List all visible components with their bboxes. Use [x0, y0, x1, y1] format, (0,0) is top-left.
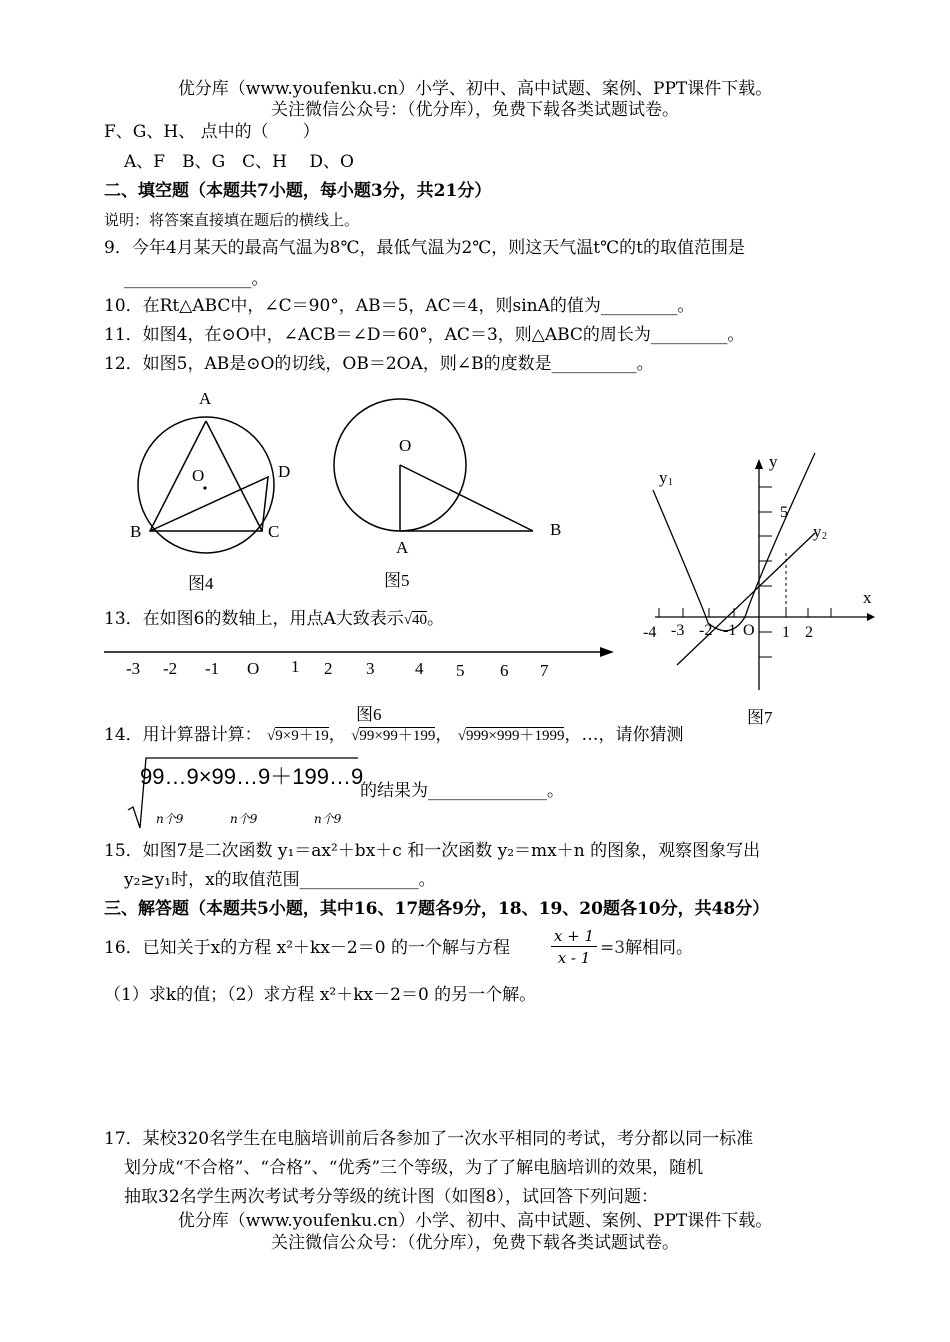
section2-title: 二、填空题（本题共7小题，每小题3分，共21分） — [104, 181, 492, 201]
q13-text: 13．在如图6的数轴上，用点A大致表示 — [104, 609, 404, 629]
q14-big-radical — [124, 752, 584, 832]
fig7-xtick: -4 — [643, 624, 657, 641]
q16-eq — [600, 937, 693, 959]
fig6-tick: 2 — [324, 659, 333, 678]
q14-radicand-3: 999×999＋1999 — [466, 728, 565, 744]
q14-radicand-2: 99×99＋199 — [359, 728, 436, 744]
fig7-label-y1: y — [659, 468, 668, 487]
footer-line-2: 关注微信公众号：（优分库），免费下载各类试题试卷。 — [271, 1233, 679, 1253]
fig5-label-b: B — [550, 520, 562, 539]
q14-result: 的结果为______________。 — [360, 781, 564, 801]
q10: 10．在Rt△ABC中，∠C＝90°，AB＝5，AC＝4，则sinA的值为_________。 — [104, 296, 695, 316]
fig7-caption: 图7 — [747, 708, 773, 727]
q15-line2: y₂≥y₁时，x的取值范围______________。 — [124, 870, 436, 890]
fig7-xtick: 2 — [805, 624, 813, 641]
fig6-tick: -1 — [205, 659, 220, 678]
q17-line3: 抽取32名学生两次考试考分等级的统计图（如图8），试回答下列问题： — [124, 1187, 658, 1207]
q13-end: 。 — [426, 609, 444, 629]
q16-numerator: x + 1 — [551, 926, 597, 947]
figure-5 — [325, 385, 575, 600]
sqrt-symbol: √ — [403, 612, 412, 628]
q16-post: 解相同。 — [625, 938, 694, 958]
q16-subparts: （1）求k的值；（2）求方程 x²＋kx－2＝0 的另一个解。 — [104, 985, 537, 1005]
fig7-label-five: 5 — [780, 504, 788, 521]
sqrt-symbol: √ — [351, 728, 360, 744]
fig6-tick: 3 — [366, 659, 375, 678]
fig6-tick: -2 — [163, 659, 178, 678]
fig6-tick: 5 — [456, 661, 465, 680]
figure-6 — [100, 638, 620, 728]
q14-n2: n个9 — [230, 812, 258, 826]
fig7-label-x: x — [863, 588, 872, 607]
fig4-label-d: D — [278, 462, 291, 481]
fig6-tick: 1 — [291, 657, 300, 676]
fig6-tick: 6 — [500, 661, 509, 680]
q12: 12．如图5，AB是⊙O的切线，OB＝2OA，则∠B的度数是__________。 — [104, 354, 654, 374]
fig5-caption: 图5 — [384, 571, 410, 590]
q14-n1: n个9 — [156, 812, 184, 826]
fig6-tick: -3 — [126, 659, 141, 678]
sqrt-symbol: √ — [267, 728, 276, 744]
fig6-caption: 图6 — [356, 705, 382, 724]
section2-note: 说明：将答案直接填在题后的横线上。 — [104, 211, 360, 229]
sqrt-symbol: √ — [457, 728, 466, 744]
q17-line2: 划分成“不合格”、“合格”、“优秀”三个等级，为了了解电脑培训的效果，随机 — [124, 1158, 704, 1178]
fig7-xtick: O — [743, 622, 755, 639]
q11: 11．如图4，在⊙O中，∠ACB＝∠D＝60°，AC＝3，则△ABC的周长为_________。 — [104, 325, 745, 345]
fig7-xtick: -3 — [671, 622, 685, 639]
fig7-label-y1-sub: 1 — [668, 477, 673, 488]
q16-pre: 16．已知关于x的方程 x²＋kx－2＝0 的一个解与方程 — [104, 938, 510, 958]
q14-big-expression: 99…9×99…9＋199…9 — [140, 764, 364, 789]
q15-line1: 15．如图7是二次函数 y₁＝ax²＋bx＋c 和一次函数 y₂＝mx＋n 的图象，观察图象写出 — [104, 841, 761, 861]
fig5-label-o: O — [399, 436, 412, 455]
q17-line1: 17．某校320名学生在电脑培训前后各参加了一次水平相同的考试，考分都以同一标准 — [104, 1129, 754, 1149]
q16-eq-value: =3 — [600, 938, 626, 958]
q9-line1: 9．今年4月某天的最高气温为8℃，最低气温为2℃，则这天气温t℃的t的取值范围是 — [104, 238, 745, 258]
fig7-xtick: 1 — [782, 624, 790, 641]
q13-radicand: 40 — [411, 612, 427, 628]
q8-options: A、F B、G C、H D、O — [124, 152, 354, 172]
footer-line-1: 优分库（www.youfenku.cn）小学、初中、高中试题、案例、PPT课件下载。 — [177, 1211, 773, 1231]
fig5-label-a: A — [396, 538, 409, 557]
fig4-label-a: A — [199, 389, 212, 408]
header-line-2: 关注微信公众号：（优分库），免费下载各类试题试卷。 — [271, 100, 679, 120]
q13 — [104, 608, 444, 631]
q14-line1: 14．用计算器计算： √9×9＋19， √99×99＋199， √999×999＋1999，…，请你猜测 — [104, 725, 684, 745]
q8-stem-tail: F、G、H、 点中的（ ） — [104, 122, 320, 142]
q16-fraction — [551, 926, 597, 969]
figure-7 — [635, 445, 880, 735]
fig7-xtick: -1 — [723, 622, 737, 639]
fig7-label-y: y — [769, 452, 778, 471]
fig7-label-y2: y — [813, 522, 822, 541]
q9-line2: _______________。 — [124, 269, 269, 289]
fig6-tick: 4 — [415, 659, 424, 678]
q14-guess: ，…，请你猜测 — [564, 725, 684, 745]
q14-text: 14．用计算器计算： — [104, 725, 262, 745]
fig6-tick: O — [247, 659, 260, 678]
fig7-xtick: -2 — [699, 622, 713, 639]
fig4-label-b: B — [130, 522, 142, 541]
fig4-caption: 图4 — [188, 574, 214, 593]
section3-title: 三、解答题（本题共5小题，其中16、17题各9分，18、19、20题各10分，共48分） — [104, 899, 770, 919]
q14-n3: n个9 — [314, 812, 342, 826]
fig6-tick: 7 — [540, 661, 549, 680]
fig4-label-c: C — [268, 522, 280, 541]
header-line-1: 优分库（www.youfenku.cn）小学、初中、高中试题、案例、PPT课件下载。 — [177, 79, 773, 99]
q14-radicand-1: 9×9＋19 — [275, 728, 329, 744]
fig7-label-y2-sub: 2 — [822, 531, 827, 542]
fig4-label-o: O — [192, 466, 205, 485]
figure-4 — [120, 380, 320, 600]
q16-denominator: x - 1 — [557, 949, 591, 967]
